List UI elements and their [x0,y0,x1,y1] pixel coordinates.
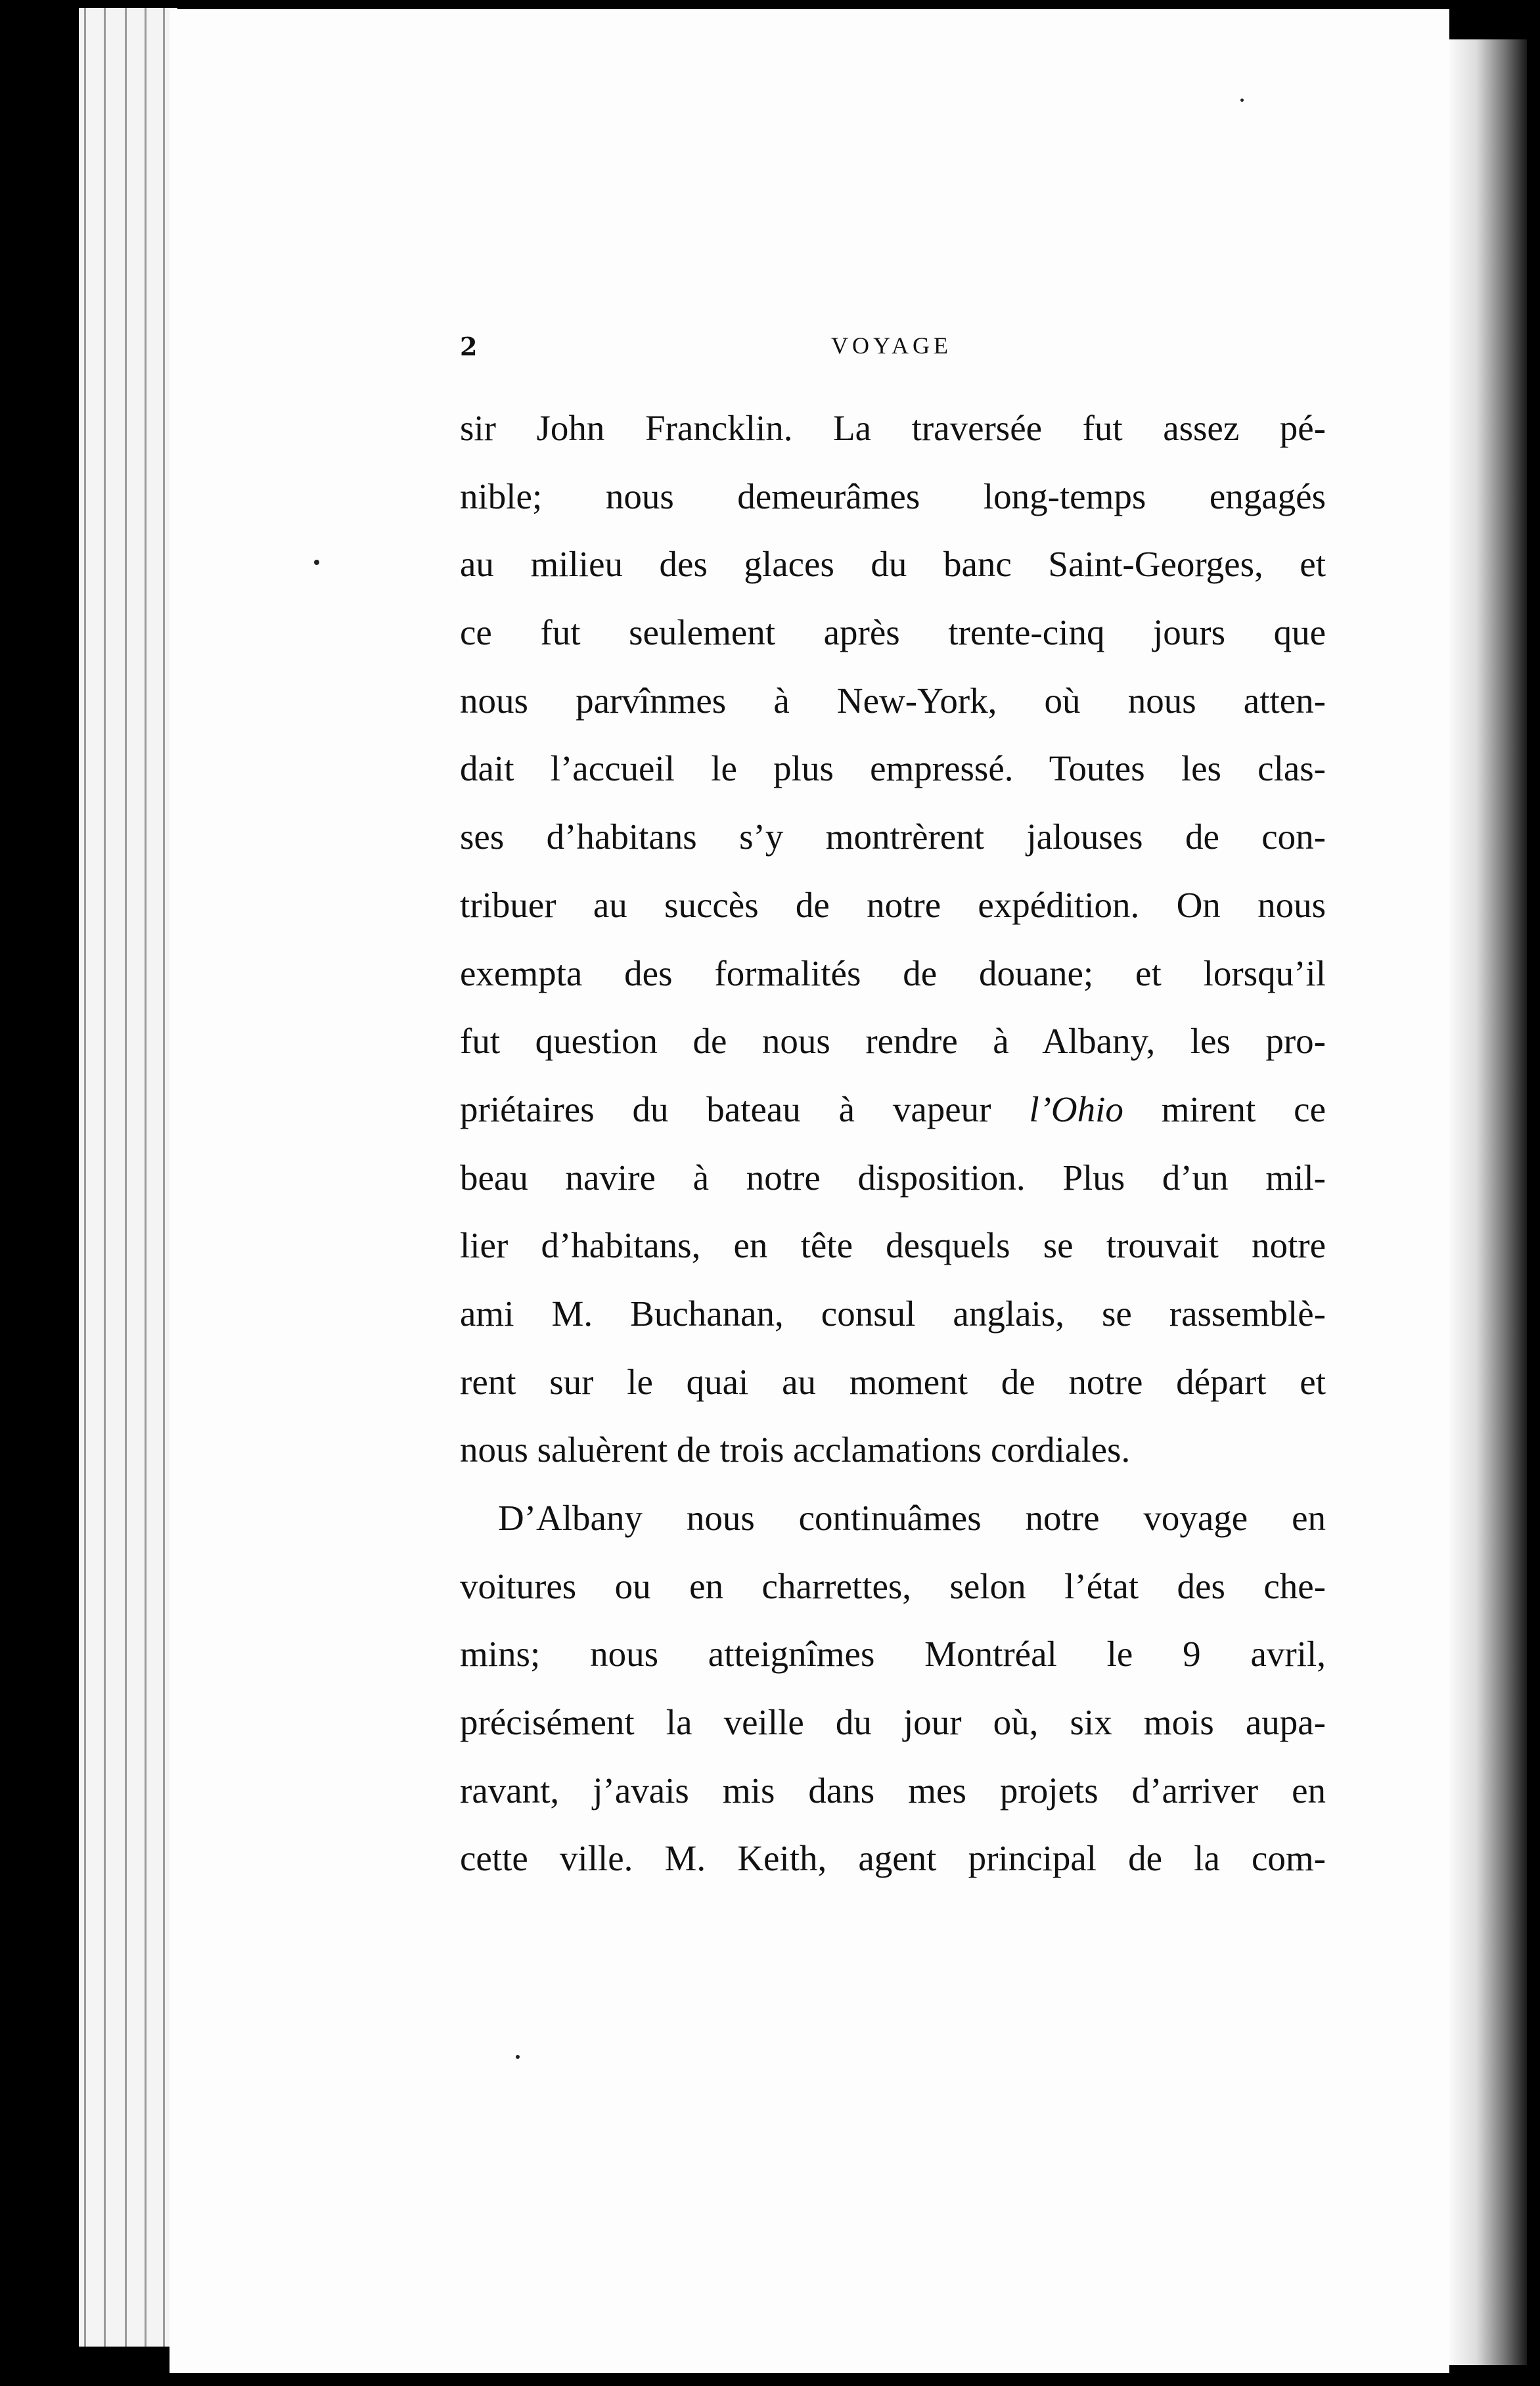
page-edge-line [145,8,147,2347]
text-run: mirent ce [1123,1089,1326,1129]
gutter-shadow [1449,39,1527,2365]
text-line: lier d’habitans, en tête desquels se trouvait notre [460,1225,1326,1266]
text-line: exempta des formalités de douane; et lorsqu’il [460,953,1326,993]
text-line: nous saluèrent de trois acclamations cordiales. [460,1429,1131,1470]
page-edge-line [125,8,127,2347]
text-line: nous parvînmes à New-York, où nous atten- [460,680,1326,721]
text-line: tribuer au succès de notre expédition. On nous [460,884,1326,925]
ink-speck [314,560,319,565]
page-edge-line [163,8,165,2347]
text-line: ami M. Buchanan, consul anglais, se rassemblè- [460,1293,1326,1334]
text-line: précisément la veille du jour où, six mois aupa- [460,1702,1326,1743]
page-edges [79,8,177,2347]
text-line: mins; nous atteignîmes Montréal le 9 avril, [460,1634,1326,1675]
text-line-with-italic [460,1083,1326,1152]
running-head [460,332,1327,365]
ink-speck [516,2055,520,2059]
text-line: nible; nous demeurâmes long-temps engagés [460,476,1326,516]
text-line: ses d’habitans s’y montrèrent jalouses de con- [460,817,1326,857]
text-line: ravant, j’avais mis dans mes projets d’arriver en [460,1770,1326,1811]
page-number: 2 [460,332,478,361]
text-line: fut question de nous rendre à Albany, les pro- [460,1021,1326,1062]
text-line: rent sur le quai au moment de notre départ et [460,1361,1326,1402]
text-line: D’Albany nous continuâmes notre voyage en [498,1498,1326,1538]
body-text [460,402,1326,1901]
text-line: dait l’accueil le plus empressé. Toutes les clas- [460,748,1326,789]
text-line: au milieu des glaces du banc Saint-Georges, et [460,544,1326,585]
text-line: ce fut seulement après trente-cinq jours que [460,612,1326,653]
text-line: cette ville. M. Keith, agent principal de la com- [460,1838,1326,1879]
text-line: sir John Francklin. La traversée fut assez pé- [460,408,1326,448]
ship-name-italic: l’Ohio [1029,1089,1123,1129]
text-line: voitures ou en charrettes, selon l’état des che- [460,1565,1326,1606]
page-edge-line [84,8,86,2347]
text-line: beau navire à notre disposition. Plus d’un mil- [460,1157,1326,1198]
ink-speck [1240,99,1244,102]
text-run: priétaires du bateau à vapeur [460,1089,1030,1129]
page-edge-line [104,8,106,2347]
running-head-title: VOYAGE [831,332,952,359]
